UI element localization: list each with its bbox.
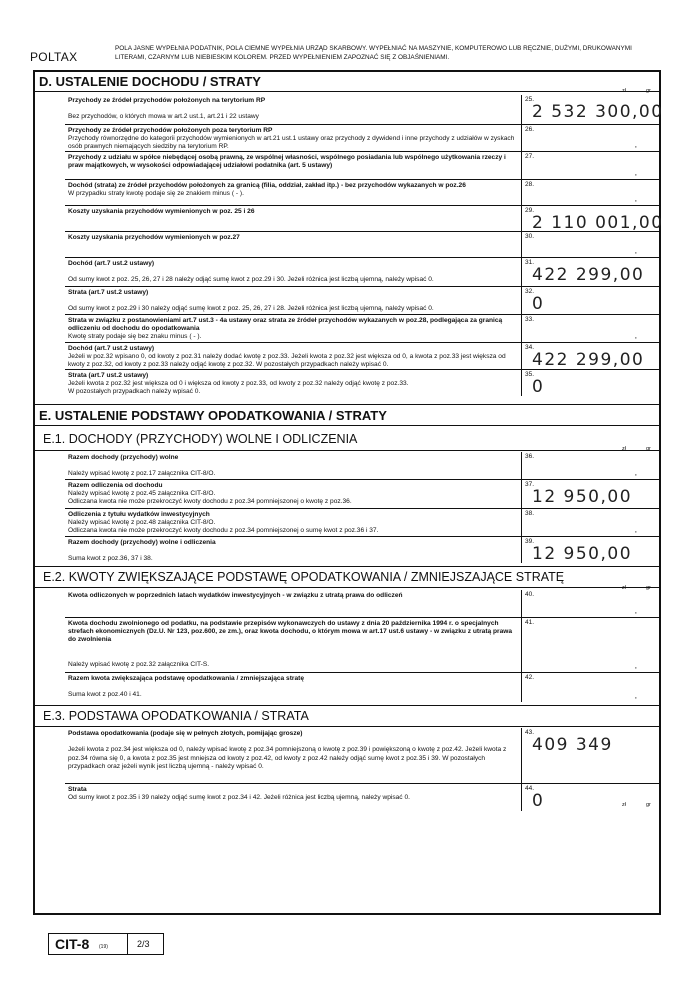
section-d-title: D. USTALENIE DOCHODU / STRATY	[35, 72, 659, 92]
field-number: 28.	[525, 181, 535, 188]
field-hint: Od sumy kwot z poz. 25, 26, 27 i 28 należy odjąć sumę kwot z poz.29 i 30. Jeżeli różnica jest liczbą ujemną, należy wpisać 0.	[68, 276, 434, 284]
field-number: 34.	[525, 344, 535, 351]
decimal-comma: ,	[634, 661, 637, 670]
field-label: Strata (art.7 ust.2 ustawy)	[68, 289, 149, 296]
decimal-comma: ,	[634, 691, 637, 700]
field-hint	[68, 738, 518, 746]
field-description	[65, 370, 521, 399]
field-hint: Jeżeli kwota z poz.34 jest większa od 0, należy wpisać kwotę z poz.34 pomniejszoną o kwotę z poz.39 i powiększoną o kwotę z poz.42. Jeżeli kwota z poz.34 równa się 0, a kwota z poz.35 jest mniejsza od kwoty z poz.42, od kwoty z poz.42 należy odjąć sumę kwot z poz.35 i 39. W pozostałych przypadkach oraz jeżeli wynik jest liczbą ujemną - należy wpisać 0.	[68, 746, 507, 770]
field-number: 41.	[525, 619, 535, 626]
section-e3-title: E.3. PODSTAWA OPODATKOWANIA / STRATA	[35, 705, 659, 727]
field-description	[65, 618, 521, 671]
amount-field[interactable]	[521, 180, 659, 205]
form-version: (19)	[99, 944, 108, 950]
field-hint: Należy wpisać kwotę z poz.17 załącznika CIT-8/O.	[68, 470, 216, 478]
field-row	[65, 124, 659, 151]
field-label: Dochód (art.7 ust.2 ustawy)	[68, 260, 155, 267]
field-hint: Suma kwot z poz.40 i 41.	[68, 691, 142, 699]
field-description	[65, 152, 521, 172]
field-hint: Należy wpisać kwotę z poz.32 załącznika CIT-S.	[68, 661, 210, 669]
decimal-comma: ,	[634, 331, 637, 340]
handwritten-amount: 0	[532, 377, 545, 397]
field-description	[65, 315, 521, 344]
field-label: Dochód (art.7 ust.2 ustawy)	[68, 345, 155, 352]
handwritten-amount: 409 349	[532, 735, 613, 755]
unit-label: gr	[646, 802, 651, 808]
field-number: 25.	[525, 96, 535, 103]
field-number: 35.	[525, 371, 535, 378]
field-label: Razem odliczenia od dochodu	[68, 482, 163, 489]
field-number: 27.	[525, 153, 535, 160]
field-row	[65, 231, 659, 257]
field-number: 43.	[525, 729, 535, 736]
amount-field[interactable]	[521, 343, 659, 369]
field-row	[65, 783, 659, 811]
amount-field[interactable]	[521, 590, 659, 617]
amount-field[interactable]	[521, 673, 659, 702]
field-row	[65, 508, 659, 536]
field-hint	[68, 462, 518, 470]
field-row	[65, 95, 664, 124]
field-number: 32.	[525, 288, 535, 295]
field-description	[65, 95, 521, 124]
field-row	[65, 205, 664, 233]
field-description	[65, 537, 521, 566]
amount-field[interactable]	[521, 232, 659, 257]
field-hint	[68, 297, 518, 305]
handwritten-amount: 422 299,00	[532, 265, 645, 285]
field-label: Razem kwota zwiększająca podstawę opodatkowania / zmniejszająca stratę	[68, 675, 304, 682]
field-number: 31.	[525, 259, 535, 266]
field-description	[65, 180, 521, 200]
field-description	[65, 784, 521, 804]
handwritten-amount: 12 950,00	[532, 487, 633, 507]
field-label: Kwota dochodu zwolnionego od podatku, na podstawie przepisów wykonawczych do ustawy z dnia 20 października 1994 r. o specjalnych strefach ekonomicznych (Dz.U. Nr 123, poz.600, ze zm.), oraz kwota dochodu, o którym mowa w art.17 ust.6 ustawy - w związku z utratą prawa do zwolnienia	[68, 620, 513, 644]
field-hint: Przychody równorzędne do kategorii przychodów wymienionych w art.21 ust.1 ustawy oraz przychody z dywidend i inne przychody z udziałów w zyskach osób prawnych niemających siedziby na terytorium RP.	[68, 135, 515, 151]
amount-field[interactable]	[521, 618, 659, 672]
amount-field[interactable]	[521, 95, 664, 124]
unit-label: zł	[622, 446, 626, 452]
field-number: 40.	[525, 591, 535, 598]
field-number: 36.	[525, 453, 535, 460]
field-hint: W pozostałych przypadkach należy wpisać 0.	[68, 388, 201, 396]
field-description	[65, 728, 521, 773]
field-number: 42.	[525, 674, 535, 681]
form-footer	[48, 933, 164, 955]
section-e2-title: E.2. KWOTY ZWIĘKSZAJĄCE PODSTAWĘ OPODATKOWANIA / ZMNIEJSZAJĄCE STRATĘ	[35, 566, 659, 588]
handwritten-amount: 0	[532, 294, 545, 314]
decimal-comma: ,	[634, 606, 637, 615]
field-label: Strata (art.7 ust.2 ustawy)	[68, 372, 149, 379]
amount-field[interactable]	[521, 370, 659, 396]
handwritten-amount: 422 299,00	[532, 350, 645, 370]
field-row	[65, 590, 659, 617]
unit-label: gr	[646, 446, 651, 452]
amount-field[interactable]	[521, 152, 659, 179]
field-row	[65, 314, 659, 342]
field-label: Przychody ze źródeł przychodów położonych poza terytorium RP	[68, 127, 273, 134]
field-number: 33.	[525, 316, 535, 323]
field-row	[65, 479, 659, 508]
field-description	[65, 287, 521, 316]
field-hint: Kwotę straty podaje się bez znaku minus ( - ).	[68, 333, 202, 341]
field-hint: Odliczana kwota nie może przekroczyć kwoty dochodu z poz.34 pomniejszonej o sumę kwot z poz.36 i 37.	[68, 527, 379, 535]
amount-field[interactable]	[521, 258, 659, 286]
field-hint	[68, 653, 518, 661]
field-label: Kwota odliczonych w poprzednich latach wydatków inwestycyjnych - w związku z utratą prawa do odliczeń	[68, 592, 403, 599]
field-description	[65, 343, 521, 372]
field-description	[65, 673, 521, 702]
field-hint: W przypadku straty kwotę podaje się ze znakiem minus ( - ).	[68, 190, 244, 198]
brand-label: POLTAX	[30, 50, 78, 64]
form-header	[30, 42, 660, 72]
decimal-comma: ,	[634, 168, 637, 177]
field-label: Strata w związku z postanowieniami art.7 ust.3 - 4a ustawy oraz strata ze źródeł przychodów wykazanych w poz.28, podlegająca za granicą odliczeniu od dochodu do opodatkowania	[68, 317, 503, 333]
field-hint: Należy wpisać kwotę z poz.48 załącznika CIT-8/O.	[68, 519, 216, 527]
field-hint: Odliczana kwota nie może przekroczyć kwoty dochodu z poz.34 pomniejszonej o kwotę z poz.36.	[68, 498, 352, 506]
amount-field[interactable]	[521, 206, 664, 233]
decimal-comma: ,	[634, 194, 637, 203]
instructions-note: POLA JASNE WYPEŁNIA PODATNIK, POLA CIEMNE WYPEŁNIA URZĄD SKARBOWY. WYPEŁNIAĆ NA MASZYNIE, KOMPUTEROWO LUB RĘCZNIE, DUŻYMI, DRUKOWANYMI LITERAMI, CZARNYM LUB NIEBIESKIM KOLOREM. PRZED WYPEŁNIENIEM ZAPOZNAĆ SIĘ Z OBJAŚNIENIAMI.	[115, 45, 632, 61]
field-label: Przychody z udziału w spółce niebędącej osobą prawną, ze wspólnej własności, wspólnego posiadania lub wspólnego użytkowania rzeczy i praw majątkowych, w wysokości odpowiadającej udziałowi podatnika (art. 5 ustawy)	[68, 154, 506, 170]
field-label: Razem dochody (przychody) wolne i odliczenia	[68, 539, 216, 546]
field-hint	[68, 547, 518, 555]
field-number: 39.	[525, 538, 535, 545]
amount-field[interactable]	[521, 784, 659, 811]
decimal-comma: ,	[634, 246, 637, 255]
field-description	[65, 509, 521, 538]
amount-field[interactable]	[521, 315, 659, 342]
amount-field[interactable]	[521, 452, 659, 479]
decimal-comma: ,	[634, 468, 637, 477]
field-label: Przychody ze źródeł przychodów położonych na terytorium RP	[68, 97, 266, 104]
field-description	[65, 452, 521, 481]
field-hint	[68, 683, 518, 691]
field-hint	[68, 268, 518, 276]
field-hint: Od sumy kwot z poz.35 i 39 należy odjąć sumę kwot z poz.34 i 42. Jeżeli różnica jest liczbą ujemną, należy wpisać 0.	[68, 794, 410, 802]
field-row	[65, 151, 659, 179]
field-row	[65, 286, 659, 314]
field-row	[65, 672, 659, 702]
handwritten-amount: 2 532 300,00	[532, 102, 664, 122]
amount-field[interactable]	[521, 509, 659, 536]
unit-label: zł	[622, 802, 626, 808]
decimal-comma: ,	[634, 525, 637, 534]
field-number: 44.	[525, 785, 535, 792]
amount-field[interactable]	[521, 537, 659, 563]
amount-field[interactable]	[521, 480, 659, 508]
section-e-title: E. USTALENIE PODSTAWY OPODATKOWANIA / STRATY	[35, 404, 659, 426]
form-code: CIT-8	[55, 936, 90, 952]
handwritten-amount: 12 950,00	[532, 544, 633, 564]
field-description	[65, 206, 521, 218]
field-label: Podstawa opodatkowania (podaje się w pełnych złotych, pomijając grosze)	[68, 730, 303, 737]
field-row	[65, 728, 659, 783]
field-row	[65, 179, 659, 205]
section-e1-title: E.1. DOCHODY (PRZYCHODY) WOLNE I ODLICZENIA	[35, 429, 659, 451]
amount-field[interactable]	[521, 287, 659, 314]
unit-zl: zł	[622, 88, 626, 94]
field-label: Koszty uzyskania przychodów wymienionych w poz. 25 i 26	[68, 208, 255, 215]
field-number: 30.	[525, 233, 535, 240]
field-hint: Należy wpisać kwotę z poz.45 załącznika CIT-8/O.	[68, 490, 216, 498]
field-label: Koszty uzyskania przychodów wymienionych w poz.27	[68, 234, 240, 241]
field-row	[65, 257, 659, 286]
field-hint	[68, 645, 518, 653]
field-hint	[68, 105, 518, 113]
field-hint: Bez przychodów, o których mowa w art.2 ust.1, art.21 i 22 ustawy	[68, 113, 259, 121]
field-number: 26.	[525, 126, 535, 133]
unit-gr: gr	[646, 88, 651, 94]
unit-label: zł	[622, 585, 626, 591]
field-description	[65, 125, 521, 154]
unit-label: gr	[646, 585, 651, 591]
field-description	[65, 232, 521, 244]
handwritten-amount: 0	[532, 791, 545, 811]
field-description	[65, 480, 521, 509]
field-hint: Od sumy kwot z poz.29 i 30 należy odjąć sumę kwot z poz. 25, 26, 27 i 28. Jeżeli różnica jest liczbą ujemną, należy wpisać 0.	[68, 305, 434, 313]
field-description	[65, 258, 521, 287]
field-row	[65, 536, 659, 563]
page-number: 2/3	[137, 939, 150, 949]
field-label: Dochód (strata) ze źródeł przychodów położonych za granicą (filia, oddział, zakład itp.) - bez przychodów wykazanych w poz.26	[68, 182, 466, 189]
field-row	[65, 342, 659, 369]
field-hint: Jeżeli kwota z poz.32 jest większa od 0 i większa od kwoty z poz.33, od kwoty z poz.32 należy odjąć kwotę z poz.33.	[68, 380, 409, 388]
field-label: Razem dochody (przychody) wolne	[68, 454, 179, 461]
field-row	[65, 369, 659, 396]
handwritten-amount: 2 110 001,00	[532, 213, 664, 233]
field-number: 37.	[525, 481, 535, 488]
amount-field[interactable]	[521, 125, 659, 151]
field-number: 38.	[525, 510, 535, 517]
amount-field[interactable]	[521, 728, 659, 783]
field-row	[65, 452, 659, 479]
field-hint: Jeżeli w poz.32 wpisano 0, od kwoty z poz.31 należy dodać kwotę z poz.33. Jeżeli kwota z poz.32 jest większa od 0, a kwota z poz.33 jest większa od kwoty z poz.32, od kwoty z poz.33 należy odjąć kwotę z poz.32. W pozostałych przypadkach należy wpisać 0.	[68, 353, 506, 369]
field-label: Odliczenia z tytułu wydatków inwestycyjnych	[68, 511, 210, 518]
field-hint: Suma kwot z poz.36, 37 i 38.	[68, 555, 153, 563]
field-row	[65, 617, 659, 672]
field-number: 29.	[525, 207, 535, 214]
decimal-comma: ,	[634, 140, 637, 149]
field-description	[65, 590, 521, 602]
field-label: Strata	[68, 786, 87, 793]
